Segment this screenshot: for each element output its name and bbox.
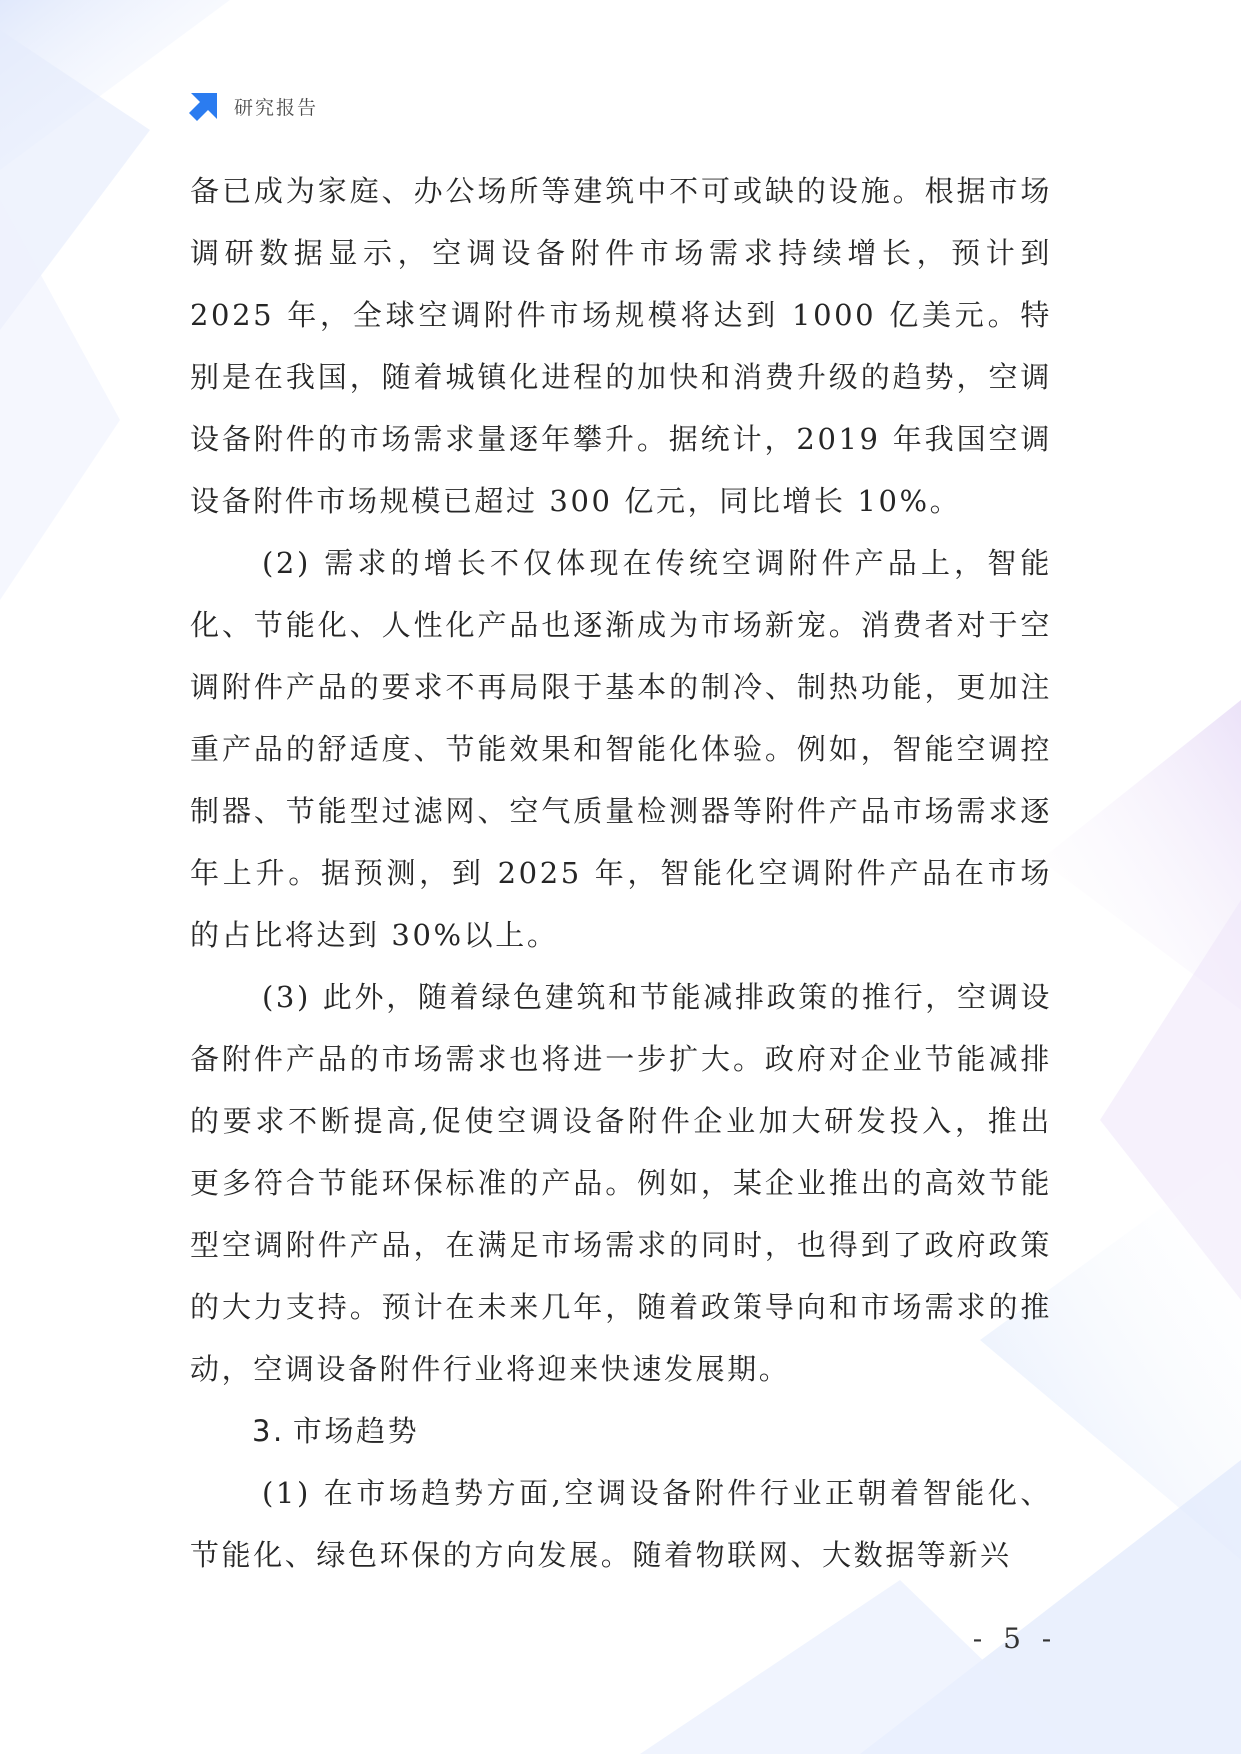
paragraph-continuation: 备已成为家庭、办公场所等建筑中不可或缺的设施。根据市场调研数据显示，空调设备附件市场需求持续增长，预计到2025 年，全球空调附件市场规模将达到 1000 亿美元。特别是在我国，随着城镇化进程的加快和消费升级的趋势，空调设备附件的市场需求量逐年攀升。据统计，2019 年我国空调设备附件市场规模已超过 300 亿元，同比增长 10%。 <box>190 174 1052 518</box>
arrow-up-right-icon <box>188 90 220 122</box>
header-title: 研究报告 <box>234 96 319 119</box>
section-number: 3. <box>252 1414 285 1448</box>
document-body <box>190 160 1052 1586</box>
report-header <box>188 88 318 124</box>
page-number: - 5 - <box>972 1622 1058 1655</box>
section-title: 市场趋势 <box>292 1414 420 1448</box>
paragraph-policy: (3) 此外，随着绿色建筑和节能减排政策的推行，空调设备附件产品的市场需求也将进一步扩大。政府对企业节能减排的要求不断提高,促使空调设备附件企业加大研发投入，推出更多符合节能环保标准的产品。例如，某企业推出的高效节能型空调附件产品，在满足市场需求的同时，也得到了政府政策的大力支持。预计在未来几年，随着政策导向和市场需求的推动，空调设备附件行业将迎来快速发展期。 <box>190 980 1052 1386</box>
paragraph-demand-growth: (2) 需求的增长不仅体现在传统空调附件产品上，智能化、节能化、人性化产品也逐渐成为市场新宠。消费者对于空调附件产品的要求不再局限于基本的制冷、制热功能，更加注重产品的舒适度、节能效果和智能化体验。例如，智能空调控制器、节能型过滤网、空气质量检测器等附件产品市场需求逐年上升。据预测，到 2025 年，智能化空调附件产品在市场的占比将达到 30%以上。 <box>190 546 1052 952</box>
paragraph-market-trend: (1) 在市场趋势方面,空调设备附件行业正朝着智能化、节能化、绿色环保的方向发展。随着物联网、大数据等新兴 <box>190 1476 1052 1572</box>
section-heading <box>190 1400 1052 1462</box>
